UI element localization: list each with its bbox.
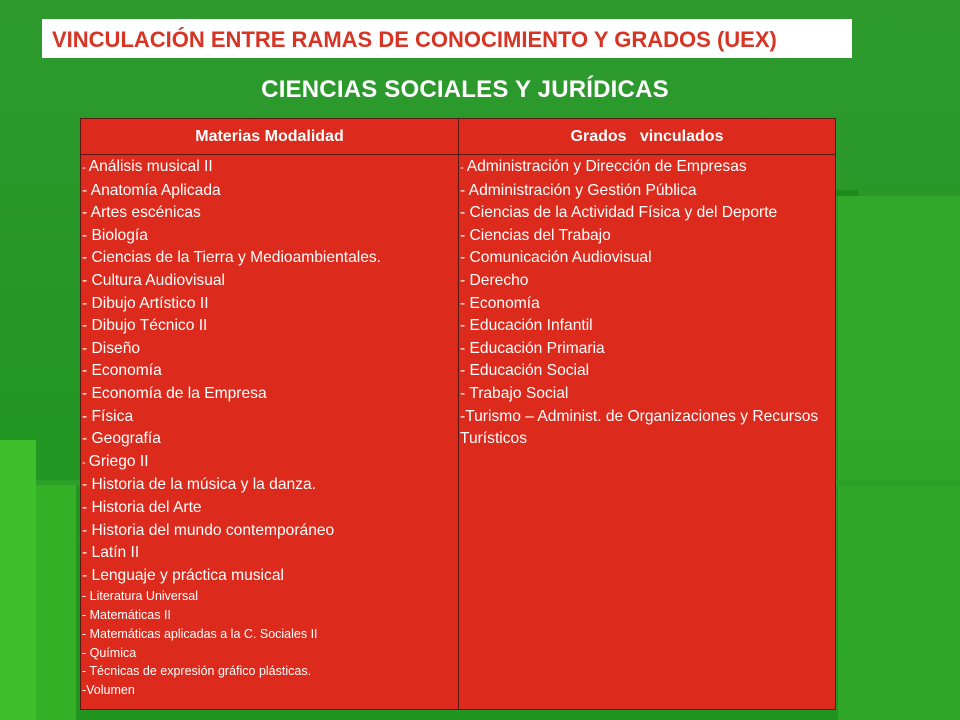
- section-heading: CIENCIAS SOCIALES Y JURÍDICAS: [261, 76, 669, 103]
- item-text: - Educación Social: [460, 362, 590, 380]
- materia-item: [82, 338, 457, 361]
- materia-item: [82, 202, 457, 225]
- item-text: - Historia del Arte: [82, 498, 202, 516]
- column-header-grados: Grados vinculados: [459, 119, 836, 155]
- materia-item: [82, 565, 457, 588]
- materia-item: [82, 681, 457, 700]
- background-panel-left-inner: [36, 485, 76, 720]
- table-header-row: [81, 119, 836, 155]
- list-dash: -: [82, 456, 89, 469]
- item-text: - Ciencias de la Actividad Física y del Deporte: [460, 204, 778, 222]
- item-text: - Dibujo Artístico II: [82, 294, 209, 312]
- item-text: - Ciencias del Trabajo: [460, 226, 611, 244]
- item-text: - Latín II: [82, 544, 140, 562]
- item-text: -Turismo – Administ. de Organizaciones y Recursos Turísticos: [460, 407, 819, 448]
- materia-item: [82, 180, 457, 203]
- grado-item: [460, 225, 834, 248]
- item-text: - Economía: [82, 362, 162, 380]
- item-text: - Educación Primaria: [460, 339, 605, 357]
- materia-item: [82, 225, 457, 248]
- item-text: - Historia del mundo contemporáneo: [82, 521, 335, 539]
- materia-item: [82, 520, 457, 543]
- column-header-materias: Materias Modalidad: [81, 119, 459, 155]
- materia-item: [82, 247, 457, 270]
- item-text: - Diseño: [82, 339, 141, 357]
- item-text: - Química: [82, 645, 137, 660]
- materia-item: [82, 625, 457, 644]
- item-text: - Física: [82, 407, 134, 425]
- item-text: - Economía: [460, 294, 540, 312]
- item-text: - Economía de la Empresa: [82, 384, 267, 402]
- linkage-table: [80, 118, 836, 710]
- item-text: - Cultura Audiovisual: [82, 271, 226, 289]
- item-text: Análisis musical II: [88, 158, 213, 175]
- materia-item: [82, 156, 457, 180]
- item-text: - Comunicación Audiovisual: [460, 249, 652, 267]
- background-panel-right: [838, 196, 960, 720]
- materia-item: [82, 383, 457, 406]
- materia-item: [82, 644, 457, 663]
- grados-cell: [459, 155, 836, 710]
- materia-item: [82, 497, 457, 520]
- grado-item: [460, 293, 834, 316]
- grado-item: [460, 383, 834, 406]
- item-text: - Educación Infantil: [460, 317, 593, 335]
- table-body-row: [81, 155, 836, 710]
- item-text: - Biología: [82, 226, 148, 244]
- materia-item: [82, 293, 457, 316]
- grado-item: [460, 270, 834, 293]
- item-text: - Dibujo Técnico II: [82, 317, 208, 335]
- item-text: - Administración y Gestión Pública: [460, 181, 697, 199]
- materia-item: [82, 270, 457, 293]
- materia-item: [82, 474, 457, 497]
- grado-item: [460, 156, 834, 180]
- item-text: Administración y Dirección de Empresas: [466, 158, 747, 175]
- item-text: - Lenguaje y práctica musical: [82, 566, 284, 584]
- grados-list: [460, 156, 834, 451]
- materia-item: [82, 451, 457, 475]
- materia-item: [82, 315, 457, 338]
- item-text: - Derecho: [460, 271, 529, 289]
- grado-item: [460, 406, 834, 451]
- list-dash: -: [460, 162, 467, 174]
- grado-item: [460, 180, 834, 203]
- item-text: - Historia de la música y la danza.: [82, 476, 317, 494]
- item-text: - Trabajo Social: [460, 384, 569, 402]
- item-text: - Geografía: [82, 430, 161, 448]
- item-text: - Literatura Universal: [82, 589, 199, 604]
- list-dash: -: [82, 162, 89, 174]
- materia-item: [82, 360, 457, 383]
- grado-item: [460, 202, 834, 225]
- background-panel-left: [0, 440, 36, 720]
- grado-item: [460, 247, 834, 270]
- materia-item: [82, 428, 457, 451]
- item-text: - Anatomía Aplicada: [82, 181, 221, 199]
- materia-item: [82, 662, 457, 681]
- item-text: - Matemáticas II: [82, 608, 171, 623]
- materias-list: [82, 156, 457, 700]
- item-text: - Matemáticas aplicadas a la C. Sociales II: [82, 626, 318, 641]
- item-text: - Ciencias de la Tierra y Medioambientales.: [82, 249, 382, 267]
- grado-item: [460, 315, 834, 338]
- materia-item: [82, 606, 457, 625]
- grado-item: [460, 338, 834, 361]
- grado-item: [460, 360, 834, 383]
- slide-title: VINCULACIÓN ENTRE RAMAS DE CONOCIMIENTO Y GRADOS (UEX): [42, 19, 852, 58]
- materia-item: [82, 587, 457, 606]
- materias-cell: [81, 155, 459, 710]
- item-text: Griego II: [88, 452, 149, 470]
- item-text: -Volumen: [82, 683, 135, 698]
- item-text: - Artes escénicas: [82, 204, 201, 222]
- materia-item: [82, 542, 457, 565]
- materia-item: [82, 406, 457, 429]
- item-text: - Técnicas de expresión gráfico plásticas.: [82, 664, 312, 679]
